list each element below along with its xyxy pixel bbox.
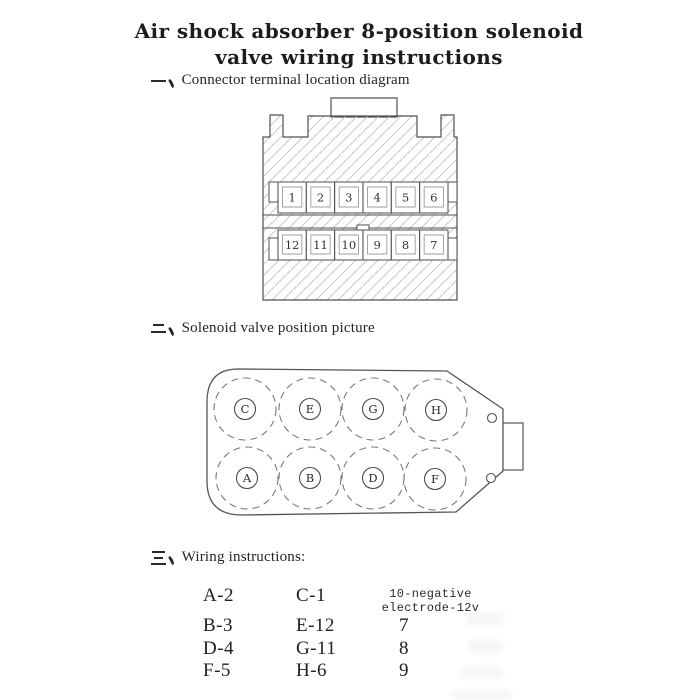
terminal-cell [420,182,448,213]
terminal-cell [306,182,334,213]
terminal-number: 9 [373,238,381,252]
section1-label: Connector terminal location diagram [181,72,410,88]
screw-hole-bottom [487,474,496,483]
connector-top-tab [331,98,397,117]
wiring-cell: C-1 [296,585,326,606]
terminal-number: 1 [288,190,296,205]
wiring-cell: A-2 [203,585,235,606]
terminal-cell [391,230,419,260]
terminal-number: 8 [401,238,410,252]
terminal-cell [335,230,363,260]
terminal-cell [335,182,363,213]
terminal-cell [278,230,306,260]
wiring-cell: 9 [399,660,409,681]
valve-position-letter: G [368,402,378,416]
wiring-cell: D-4 [203,638,235,659]
terminal-cell [420,230,448,260]
terminal-number: 7 [430,238,438,252]
screw-hole-top [488,414,497,423]
terminal-number: 11 [313,238,328,252]
connector-diagram [263,98,457,300]
wiring-power-note-line1: 10-negative [389,587,472,601]
section2-label: Solenoid valve position picture [181,320,375,336]
wiring-cell: 7 [399,615,409,636]
terminal-number: 5 [401,190,410,205]
valve-position-letter: H [430,403,442,417]
bleed-through-mark [461,666,503,679]
section3-label: Wiring instructions: [181,549,306,565]
terminal-row-top [278,182,448,213]
bleed-through-mark [469,640,503,653]
terminal-number: 2 [316,190,325,205]
valve-position-letter: B [305,471,315,485]
wiring-power-note [378,587,483,615]
title-line-2: valve wiring instructions [215,45,503,69]
terminal-row-bottom [278,230,448,260]
valve-connector-tab [502,423,523,470]
wiring-cell: H-6 [296,660,328,681]
bleed-through-mark [466,612,504,625]
valve-position-letter: F [431,472,439,486]
wiring-power-note-line2: electrode-12v [381,601,480,615]
terminal-cell [363,230,391,260]
wiring-cell: B-3 [203,615,233,636]
solenoid-valve-diagram [207,369,523,515]
wiring-cell: E-12 [296,615,335,636]
terminal-number: 10 [341,238,357,252]
valve-position-letter: D [368,471,378,485]
terminal-cell [391,182,419,213]
terminal-cell [278,182,306,213]
wiring-cell: F-5 [203,660,231,681]
valve-position-letter: A [242,471,252,485]
wiring-cell: G-11 [296,638,337,659]
wiring-cell: 8 [399,638,409,659]
valve-position-letter: C [240,402,250,416]
valve-position-letter: E [305,402,315,416]
terminal-cell [306,230,334,260]
terminal-number: 12 [284,238,300,252]
terminal-number: 4 [373,190,381,205]
terminal-cell [363,182,391,213]
bleed-through-mark [452,690,512,699]
terminal-number: 6 [430,190,438,205]
terminal-number: 3 [345,190,353,205]
valve-body [207,369,503,515]
title-line-1: Air shock absorber 8-position solenoid [134,19,584,43]
